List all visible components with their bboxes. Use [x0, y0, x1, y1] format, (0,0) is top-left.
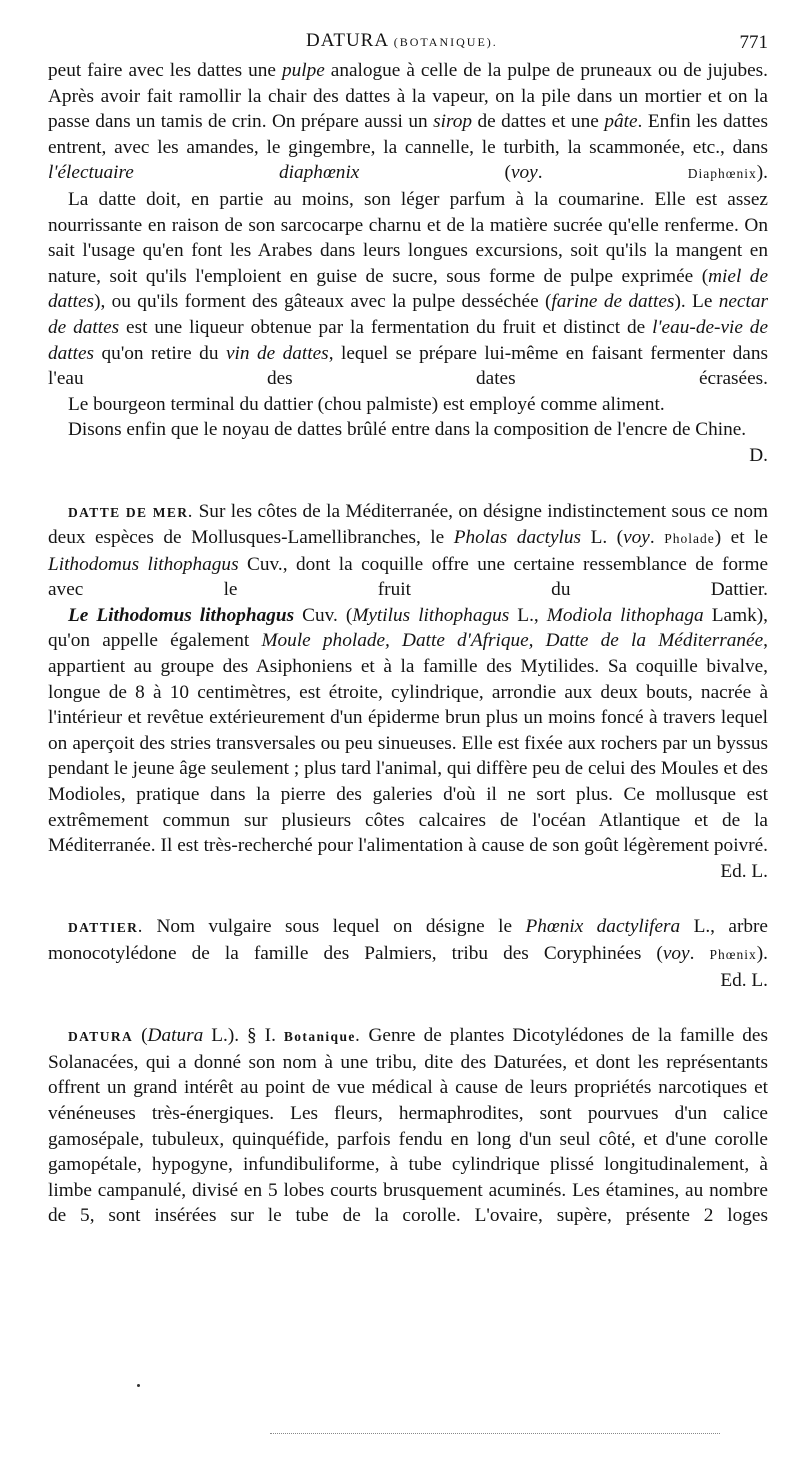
signature-ed-l-1: Ed. L. — [720, 860, 768, 882]
footer-rule — [270, 1433, 720, 1434]
paragraph-noyau: Disons enfin que le noyau de dattes brûlé entre dans la composition de l'encre de Chine. — [68, 419, 747, 441]
running-header — [48, 26, 768, 58]
print-speck — [137, 1384, 140, 1387]
page-number: 771 — [739, 32, 768, 53]
signature-d: D. — [749, 444, 768, 466]
headword-dattier: DATTIER. — [68, 920, 144, 936]
headword-datura: DATURA — [68, 1029, 134, 1045]
section-botanique: Botanique. — [283, 1029, 361, 1045]
running-title-main: DATURA — [306, 30, 389, 51]
running-title — [306, 30, 498, 52]
signature-ed-l-2: Ed. L. — [720, 969, 768, 991]
running-title-sub: (BOTANIQUE). — [393, 35, 498, 49]
entry-datte-de-mer: DATTE DE MER. Sur les côtes de la Méditerranée, on désigne indistinctement sous ce nom deux espèces de Mollusques-Lamellibranches, le Pholas dactylus L. (voy. Pholade) et le Lithodomus lithophagus Cuv., dont la coquille offre une certaine ressemblance de forme avec le fruit du Dattier. — [48, 500, 768, 601]
paragraph-datte-parfum: La datte doit, en partie au moins, son léger parfum à la coumarine. Elle est assez nourrissante en raison de son sarcocarpe charnu et de la matière sucrée qu'elle renferme. On sait l'usage qu'en font les Arabes dans leurs longues excursions, soit qu'ils la mangent en nature, soit qu'ils l'emploient en guise de sucre, sous forme de pulpe exprimée (miel de dattes), ou qu'ils forment des gâteaux avec la pulpe desséchée (farine de dattes). Le nectar de dattes est une liqueur obtenue par la fermentation du fruit et distinct de l'eau-de-vie de dattes qu'on retire du vin de dattes, lequel se prépare lui-même en faisant fermenter dans l'eau des dates écrasées. — [48, 188, 769, 390]
entry-datura: DATURA (Datura L.). § I. Botanique. Genre de plantes Dicotylédones de la famille des Solanacées, qui a donné son nom à une tribu, dite des Daturées, et dont les représentants offrent un grand intérêt au point de vue médical à cause de leurs propriétés narcotiques et vénéneuses très-énergiques. Les fleurs, hermaphrodites, sont pourvues d'un calice gamosépale, tubuleux, quinquéfide, parfois fendu en long d'un seul côté, et d'une corolle gamopétale, hypogyne, infundibuliforme, à tube cylindrique plissé longitudinalement, à limbe campanulé, divisé en 5 lobes courts brusquement acuminés. Les étamines, au nombre de 5, sont insérées sur le tube de la corolle. L'ovaire, supère, présente 2 loges — [48, 1025, 768, 1227]
paragraph-lithodomus: Le Lithodomus lithophagus Cuv. (Mytilus lithophagus L., Modiola lithophaga Lamk), qu'on appelle également Moule pholade, Datte d'Afrique, Datte de la Méditerranée, appartient au groupe des Asiphoniens et à la famille des Mytilides. Sa coquille bivalve, longue de 8 à 10 centimètres, est étroite, cylindrique, arrondie aux deux bouts, nacrée à l'intérieur et revêtue extérieurement d'un épiderme brun plus un moins foncé à travers lequel on aperçoit des stries transversales ou peu sinueuses. Elle est fixée aux rochers par un byssus pendant le jeune âge seulement ; plus tard l'animal, qui diffère peu de celui des Moules et des Modioles, pratique dans la pierre des galeries d'où il ne sort plus. Ce mollusque est extrêmement commun sur plusieurs côtes calcaires de l'océan Atlantique et de la Méditerranée. Il est très-recherché pour l'alimentation à cause de son goût légèrement poivré. — [48, 604, 768, 857]
headword-datte-de-mer: DATTE DE MER. — [68, 504, 194, 520]
entry-dattier: DATTIER. Nom vulgaire sous lequel on désigne le Phœnix dactylifera L., arbre monocotylédone de la famille des Palmiers, tribu des Coryphinées (voy. Phœnix). — [48, 916, 769, 964]
paragraph-dattes-preparations: peut faire avec les dattes une pulpe analogue à celle de la pulpe de pruneaux ou de jujubes. Après avoir fait ramollir la chair des dattes à la vapeur, on la pile dans un mortier et on la passe dans un tamis de crin. On prépare aussi un sirop de dattes et une pâte. Enfin les dattes entrent, avec les amandes, le gingembre, la cannelle, le turbith, la scammonée, etc., dans l'électuaire diaphœnix (voy. Diaphœnix). — [48, 60, 769, 184]
page — [48, 26, 768, 1229]
paragraph-bourgeon: Le bourgeon terminal du dattier (chou palmiste) est employé comme aliment. — [68, 393, 665, 415]
